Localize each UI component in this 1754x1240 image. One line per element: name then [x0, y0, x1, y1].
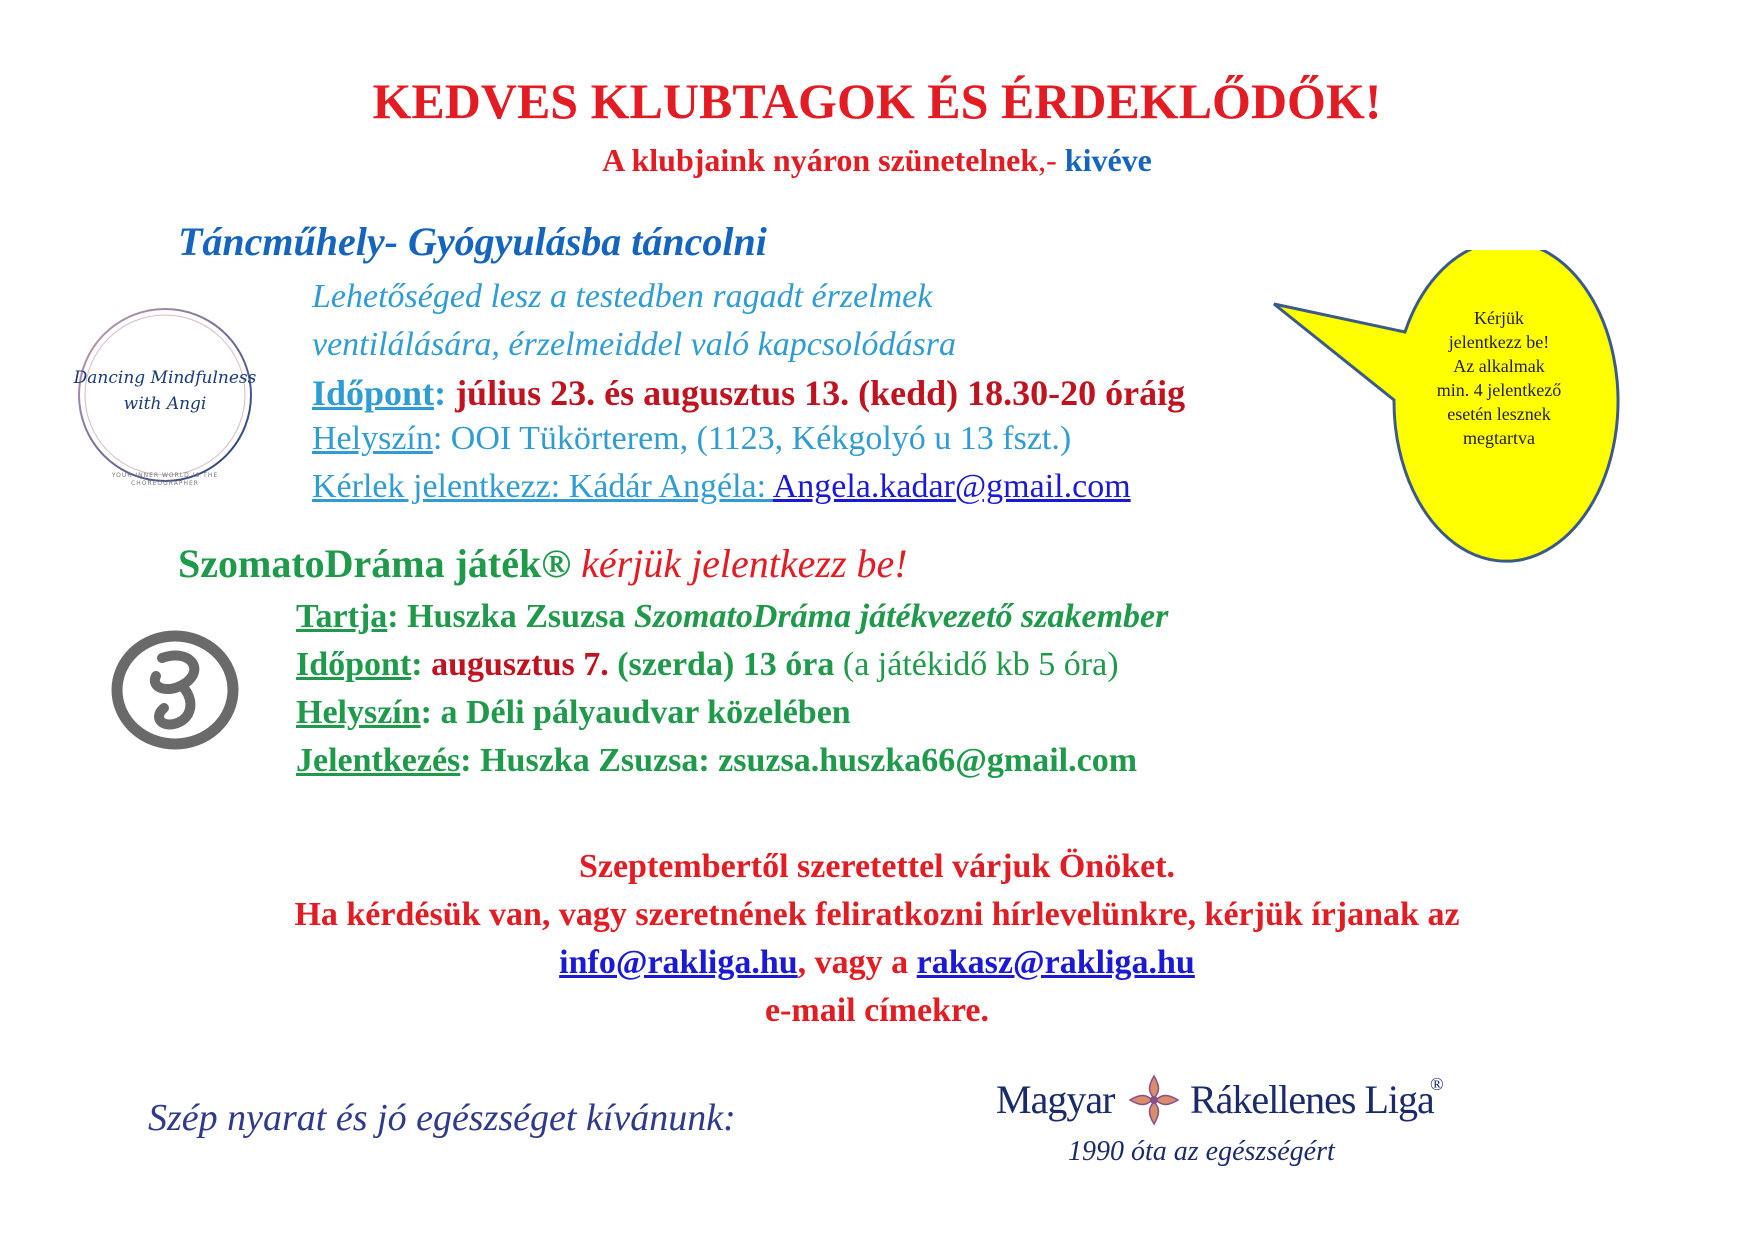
dance-contact-email-link[interactable]: Angela.kadar@gmail.com [772, 468, 1131, 505]
soma-time-note: (a játékidő kb 5 óra) [834, 646, 1119, 683]
bubble-line-2: jelentkezz be! [1448, 332, 1550, 352]
logo-tagline-1: YOUR INNER WORLD IS THE [111, 472, 219, 479]
dance-time [312, 372, 1185, 414]
dance-place [312, 420, 1071, 458]
subtitle [0, 142, 1754, 179]
soma-time-label: Időpont [296, 646, 412, 683]
footer-line-1: Szeptembertől szeretettel várjuk Önöket. [578, 848, 1176, 885]
page-title: KEDVES KLUBTAGOK ÉS ÉRDEKLŐDŐK! [372, 73, 1382, 129]
dance-contact-label: Kérlek jelentkezz: Kádár Angéla: [312, 468, 773, 505]
soma-place [296, 694, 851, 732]
soma-time-colon: : [411, 646, 423, 683]
soma-place-value: : a Déli pályaudvar közelében [420, 694, 851, 731]
soma-heading-title: SzomatoDráma játék® [178, 541, 572, 586]
dance-desc-1: Lehetőséged lesz a testedben ragadt érzelmek [312, 278, 933, 315]
footer-mid: , vagy a [797, 944, 917, 981]
soma-time-day: (szerda) 13 óra [608, 646, 835, 683]
soma-host-value: : Huszka Zsuzsa [387, 598, 634, 635]
dance-time-label: Időpont [312, 373, 435, 413]
bubble-text [1388, 306, 1610, 450]
dance-place-value: : OOI Tükörterem, (1123, Kékgolyó u 13 fszt.) [432, 420, 1072, 457]
soma-place-label: Helyszín [296, 694, 421, 731]
league-name-b: Rákellenes Liga [1190, 1077, 1434, 1122]
dance-time-value: július 23. és augusztus 13. (kedd) 18.30-20 óráig [446, 373, 1186, 413]
soma-host-role: SzomatoDráma játékvezető szakember [633, 598, 1169, 635]
soma-registration [296, 742, 1137, 780]
subtitle-sep: ,- [1038, 142, 1065, 178]
subtitle-text: A klubjaink nyáron szünetelnek [602, 142, 1039, 178]
rakasz-email-link[interactable]: rakasz@rakliga.hu [916, 944, 1195, 981]
dance-place-label: Helyszín [312, 420, 433, 457]
soma-time-date: augusztus 7. [422, 646, 609, 683]
soma-time [296, 646, 1119, 684]
dancing-mindfulness-logo [70, 300, 260, 490]
soma-reg-value: : Huszka Zsuzsa: zsuzsa.huszka66@gmail.com [460, 742, 1138, 779]
speech-bubble [1270, 250, 1620, 570]
footer-line-4: e-mail címekre. [764, 992, 990, 1029]
logo-tagline-2: CHOREOGRAPHER [131, 480, 199, 487]
bubble-line-5: esetén lesznek [1447, 404, 1551, 424]
logo-text-1: Dancing Mindfulness [73, 368, 257, 388]
dance-desc-2: ventilálására, érzelmeiddel való kapcsolódásra [312, 326, 957, 363]
closing-wish: Szép nyarat és jó egészséget kívánunk: [148, 1097, 736, 1139]
somatodrama-swirl-icon [110, 628, 240, 752]
soma-host [296, 598, 1168, 636]
league-logo [996, 1072, 1476, 1172]
bubble-line-6: megtartva [1463, 428, 1535, 448]
bubble-line-1: Kérjük [1474, 308, 1524, 328]
league-name-a: Magyar [996, 1077, 1115, 1122]
soma-heading [178, 540, 908, 587]
soma-heading-note: kérjük jelentkezz be! [571, 541, 908, 586]
dance-time-colon: : [434, 373, 447, 413]
league-flower-icon [1126, 1072, 1182, 1128]
bubble-line-3: Az alkalmak [1453, 356, 1545, 376]
logo-text-2: with Angi [123, 394, 207, 414]
league-slogan: 1990 óta az egészségért [1068, 1136, 1335, 1167]
soma-reg-label: Jelentkezés [296, 742, 461, 779]
bubble-line-4: min. 4 jelentkező [1436, 380, 1562, 400]
info-email-link[interactable]: info@rakliga.hu [559, 944, 798, 981]
footer-line-2: Ha kérdésük van, vagy szeretnének feliratkozni hírlevelünkre, kérjük írjanak az [294, 896, 1460, 933]
subtitle-except: kivéve [1064, 142, 1152, 178]
soma-host-label: Tartja [296, 598, 388, 635]
dance-contact [312, 468, 1131, 506]
league-registered-mark: ® [1430, 1074, 1444, 1094]
dance-heading: Táncműhely- Gyógyulásba táncolni [178, 219, 767, 264]
somatodrama-logo [110, 628, 240, 752]
footer-line-3 [0, 944, 1754, 982]
